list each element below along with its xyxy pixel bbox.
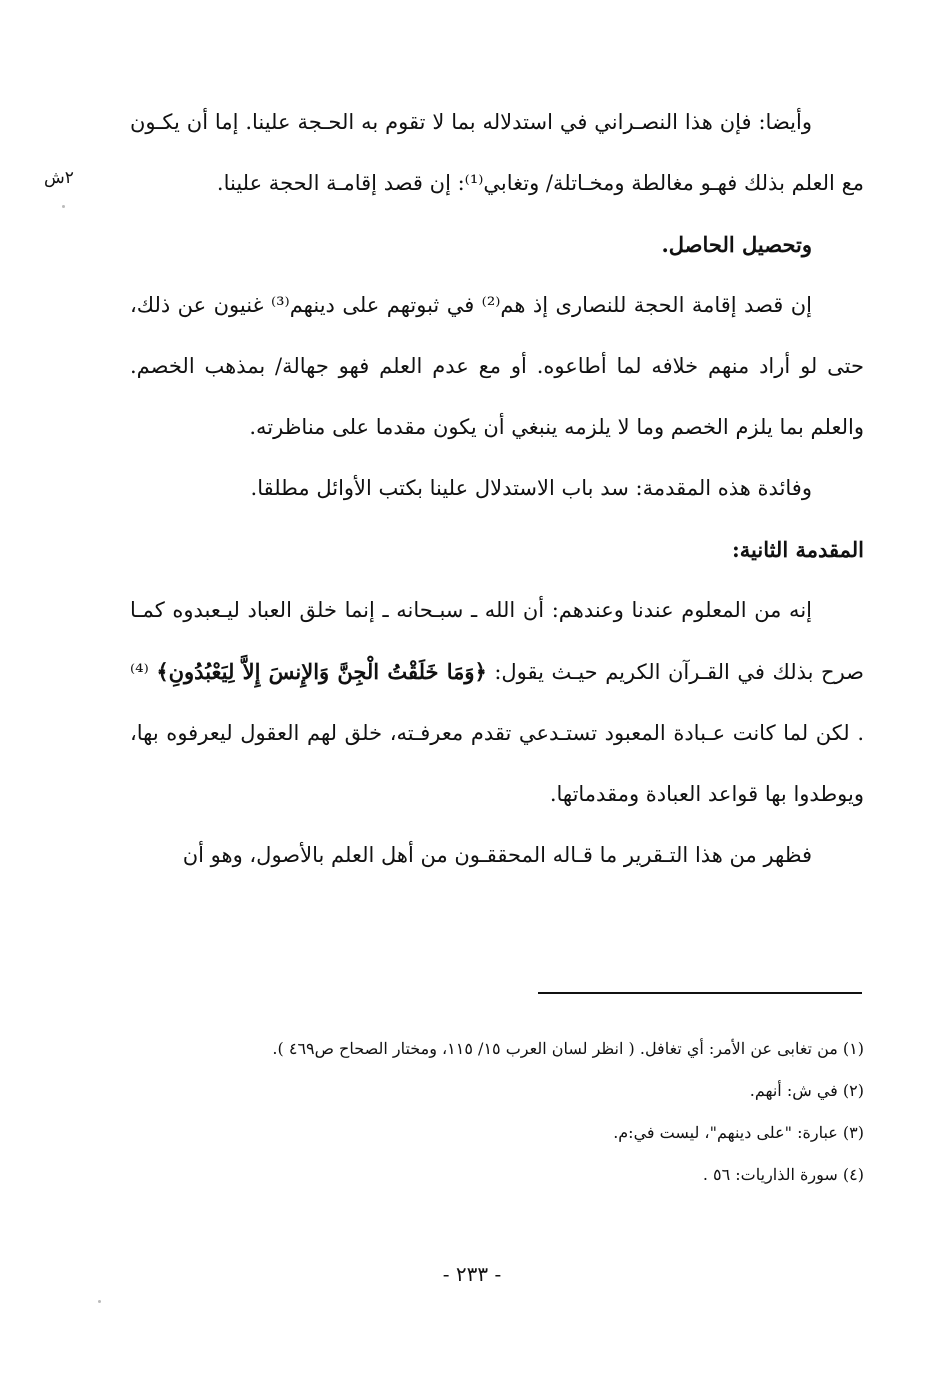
footnote-3: (٣) عبارة: "على دينهم"، ليست في:م.	[613, 1123, 864, 1142]
paragraph-1: وأيضا: فإن هذا النصـراني في استدلاله بما لا تقوم به الحـجة علينا. إما أن يكـون مع العلم بذلك فهـو مغالطة ومخـاتلة/ وتغابي⁽¹⁾: إن قصد إقامـة الحجة علينا.	[130, 110, 864, 195]
paragraph-5	[130, 580, 864, 825]
footnote-2: (٢) في ش: أنهم.	[749, 1081, 864, 1100]
paragraph-5-lead: إنه من المعلوم عندنا وعندهم: أن الله ـ سبـحانه ـ إنما خلق العباد ليـعبدوه كمـا صرح بذلك في القـرآن الكريم حيـث يقول:	[130, 598, 864, 684]
footnote-1: (١) من تغابى عن الأمر: أي تغافل. ( انظر لسان العرب ١٥/ ١١٥، ومختار الصحاح ص٤٦٩ ).	[272, 1039, 864, 1058]
scan-speck	[62, 205, 65, 208]
paragraph-4: وفائدة هذه المقدمة: سد باب الاستدلال علينا بكتب الأوائل مطلقا.	[250, 476, 812, 500]
paragraph-3: إن قصد إقامة الحجة للنصارى إذ هم⁽²⁾ في ثبوتهم على دينهم⁽³⁾ غنيون عن ذلك، حتى لو أراد منهم خلافه لما أطاعوه. أو مع عدم العلم فهو جهالة/ بمذهب الخصم. والعلم بما يلزم الخصم وما لا يلزمه ينبغي أن يكون مقدما على مناظرته.	[130, 293, 864, 439]
scan-speck	[98, 1300, 101, 1303]
footnote-separator	[538, 992, 862, 994]
section-heading: المقدمة الثانية:	[732, 537, 864, 562]
margin-manuscript-marker: ٢ش	[44, 168, 74, 188]
page-number: - ٢٣٣ -	[442, 1262, 502, 1286]
paragraph-5-rest: ⁽⁴⁾ . لكن لما كانت عـبادة المعبود تستـدعي تقدم معرفـته، خلق لهم العقول ليعرفوه بها، ويوطدوا بها قواعد العبادة ومقدماتها.	[130, 660, 864, 806]
paragraph-2: وتحصيل الحاصل.	[661, 232, 812, 257]
footnotes	[130, 1028, 864, 1196]
paragraph-6: فظهر من هذا التـقرير ما قـاله المحققـون من أهل العلم بالأصول، وهو أن	[182, 843, 812, 867]
footnote-4: (٤) سورة الذاريات: ٥٦ .	[702, 1165, 864, 1184]
main-text	[130, 92, 864, 886]
quran-verse: ﴿وَمَا خَلَقْتُ الْجِنَّ وَالإِنسَ إِلاَّ لِيَعْبُدُونِ﴾	[156, 659, 487, 684]
